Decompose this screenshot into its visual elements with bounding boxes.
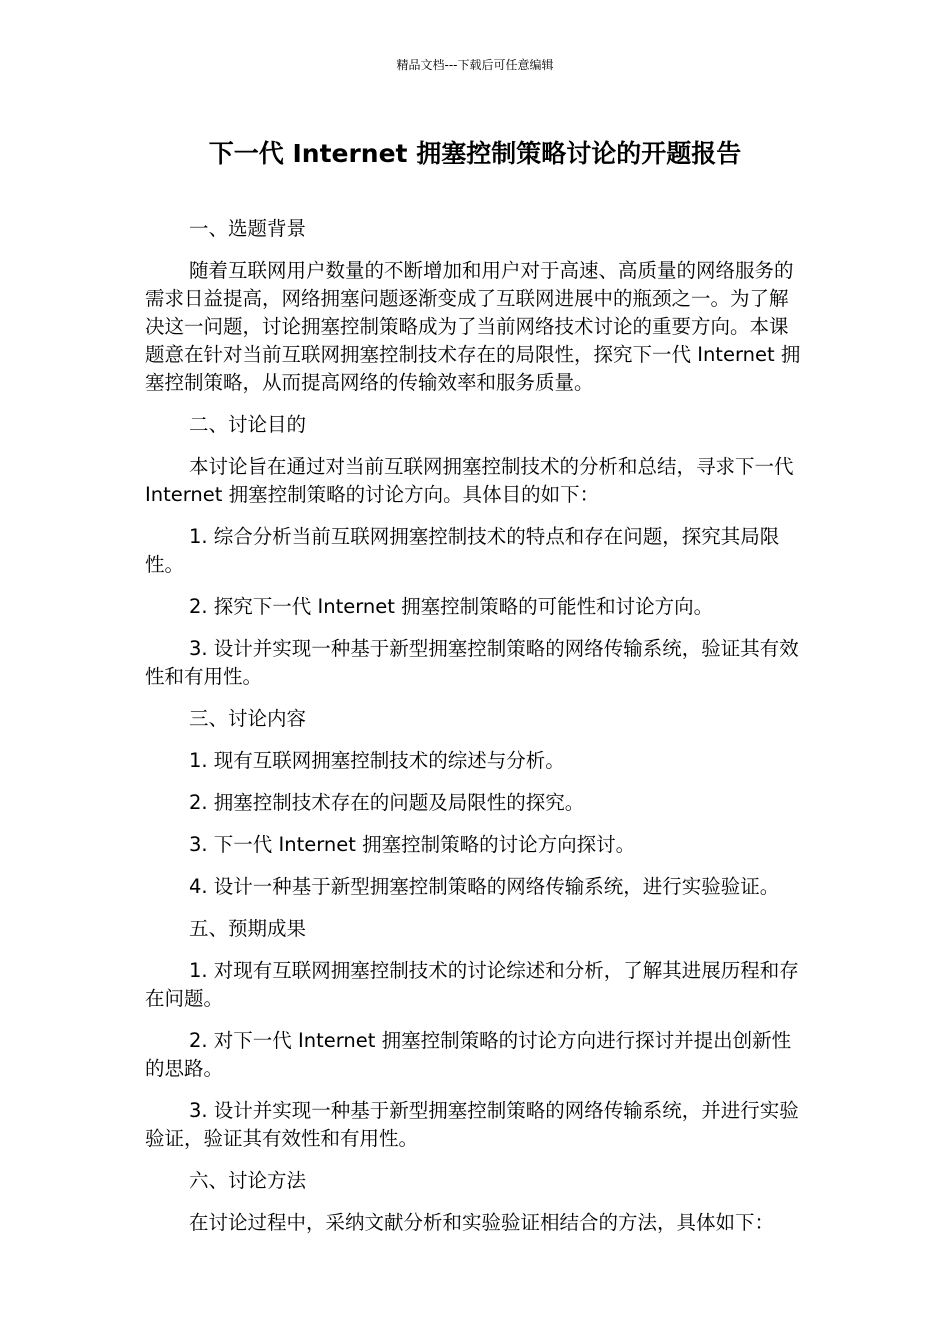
list-item: 1. 对现有互联网拥塞控制技术的讨论综述和分析，了解其进展历程和存在问题。 — [145, 959, 799, 1010]
section-heading-methods: 六、讨论方法 — [189, 1169, 307, 1192]
paragraph-background: 随着互联网用户数量的不断增加和用户对于高速、高质量的网络服务的需求日益提高，网络拥塞问题逐渐变成了互联网进展中的瓶颈之一。为了解决这一问题，讨论拥塞控制策略成为了当前网络技术讨论的重要方向。本课题意在针对当前互联网拥塞控制技术存在的局限性，探究下一代 Internet 拥塞控制策略，从而提高网络的传输效率和服务质量。 — [145, 259, 801, 394]
section-heading-background: 一、选题背景 — [189, 217, 307, 240]
document-title: 下一代 Internet 拥塞控制策略讨论的开题报告 — [208, 139, 742, 168]
list-item: 2. 拥塞控制技术存在的问题及局限性的探究。 — [189, 791, 585, 814]
list-item: 2. 探究下一代 Internet 拥塞控制策略的可能性和讨论方向。 — [189, 595, 714, 618]
list-item: 3. 设计并实现一种基于新型拥塞控制策略的网络传输系统，并进行实验验证，验证其有效性和有用性。 — [145, 1099, 799, 1150]
list-item: 4. 设计一种基于新型拥塞控制策略的网络传输系统，进行实验验证。 — [189, 875, 780, 898]
paragraph-methods-intro: 在讨论过程中，采纳文献分析和实验验证相结合的方法，具体如下： — [189, 1211, 775, 1234]
list-item: 3. 下一代 Internet 拥塞控制策略的讨论方向探讨。 — [189, 833, 636, 856]
section-heading-content: 三、讨论内容 — [189, 707, 307, 730]
list-item: 1. 综合分析当前互联网拥塞控制技术的特点和存在问题，探究其局限性。 — [145, 525, 780, 576]
list-item: 3. 设计并实现一种基于新型拥塞控制策略的网络传输系统，验证其有效性和有用性。 — [145, 637, 799, 688]
section-heading-outcomes: 五、预期成果 — [189, 917, 307, 940]
document-body — [145, 215, 807, 1251]
list-item: 1. 现有互联网拥塞控制技术的综述与分析。 — [189, 749, 565, 772]
list-item: 2. 对下一代 Internet 拥塞控制策略的讨论方向进行探讨并提出创新性的思路。 — [145, 1029, 792, 1080]
page-header: 精品文档---下载后可任意编辑 — [396, 58, 554, 72]
section-heading-purpose: 二、讨论目的 — [189, 413, 307, 436]
paragraph-purpose-intro: 本讨论旨在通过对当前互联网拥塞控制技术的分析和总结，寻求下一代 Internet 拥塞控制策略的讨论方向。具体目的如下： — [145, 455, 794, 506]
